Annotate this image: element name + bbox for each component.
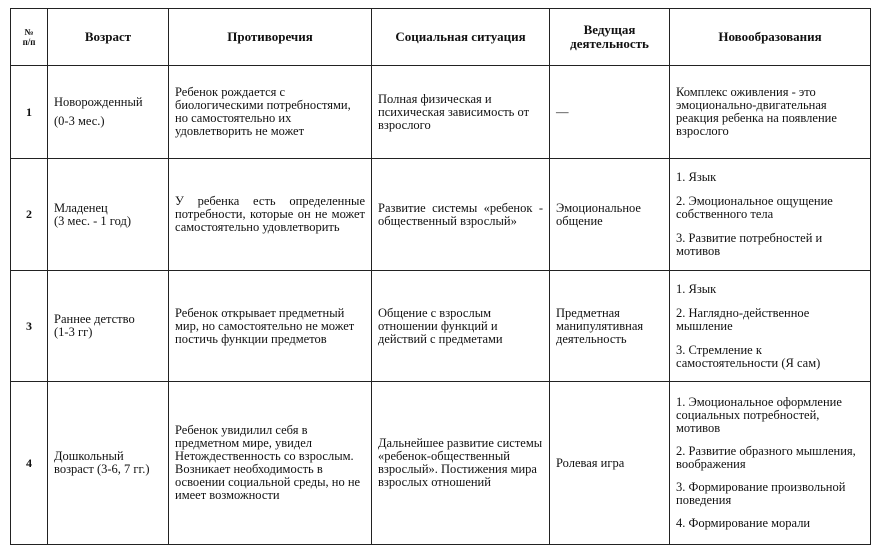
age-cell: Младенец (3 мес. - 1 год) xyxy=(48,159,169,271)
header-leading-activity: Ведущая деятельность xyxy=(550,9,670,66)
header-row xyxy=(11,9,871,66)
neoformations-cell xyxy=(670,382,871,545)
social-situation-cell: Дальнейшее развитие системы «ребенок-общественный взрослый». Постижения мира взрослых отношений xyxy=(372,382,550,545)
row-number: 1 xyxy=(11,66,48,159)
leading-activity-cell: Эмоциональное общение xyxy=(550,159,670,271)
age-cell: Раннее детство (1-3 гг) xyxy=(48,271,169,382)
neoformation-item: Комплекс оживления - это эмоционально-двигательная реакция ребенка на появление взрослого xyxy=(676,85,837,138)
neoformation-item: 3. Формирование произвольной поведения xyxy=(676,480,846,507)
neoformations-cell xyxy=(670,159,871,271)
neoformations-cell xyxy=(670,271,871,382)
neoformation-item: 1. Язык xyxy=(676,170,717,184)
neoformation-item: 1. Эмоциональное оформление социальных потребностей, мотивов xyxy=(676,395,842,435)
contradiction-cell: Ребенок открывает предметный мир, но самостоятельно не может постичь функции предметов xyxy=(169,271,372,382)
contradiction-cell: Ребенок рождается с биологическими потребностями, но самостоятельно их удовлетворить не может xyxy=(169,66,372,159)
table-row xyxy=(11,382,871,545)
contradiction-cell: Ребенок увидилил себя в предметном мире, увидел Нетождественность со взрослым. Возникает необходимость в освоении социальной среды, но не имеет возможности xyxy=(169,382,372,545)
leading-activity-cell: Ролевая игра xyxy=(550,382,670,545)
neoformation-item: 1. Язык xyxy=(676,281,717,296)
age-cell: Дошкольный возраст (3-6, 7 гг.) xyxy=(48,382,169,545)
neoformation-item: 3. Стремление к самостоятельности (Я сам) xyxy=(676,342,821,370)
neoformation-item: 4. Формирование морали xyxy=(676,516,811,530)
neoformation-item: 3. Развитие потребностей и мотивов xyxy=(676,231,823,258)
neoformation-item: 2. Развитие образного мышления, воображения xyxy=(676,444,856,471)
neoformations-cell xyxy=(670,66,871,159)
social-situation-cell: Общение с взрослым отношении функций и действий с предметами xyxy=(372,271,550,382)
neoformation-item: 2. Наглядно-действенное мышление xyxy=(676,305,810,333)
contradiction-cell: У ребенка есть определенные потребности, которые он не может самостоятельно удовлетворить xyxy=(169,159,372,271)
leading-activity-cell: Предметная манипулятивная деятельность xyxy=(550,271,670,382)
age-cell: Новорожденный (0-3 мес.) xyxy=(48,66,169,159)
table-row xyxy=(11,66,871,159)
row-number: 3 xyxy=(11,271,48,382)
table-row xyxy=(11,159,871,271)
social-situation-cell: Развитие системы «ребенок - общественный взрослый» xyxy=(372,159,550,271)
header-age: Возраст xyxy=(48,9,169,66)
row-number: 4 xyxy=(11,382,48,545)
header-neoformations: Новообразования xyxy=(670,9,871,66)
social-situation-cell: Полная физическая и психическая зависимость от взрослого xyxy=(372,66,550,159)
row-number: 2 xyxy=(11,159,48,271)
header-social-situation: Социальная ситуация xyxy=(372,9,550,66)
header-number: № п/п xyxy=(11,9,48,66)
header-contradictions: Противоречия xyxy=(169,9,372,66)
leading-activity-cell: — xyxy=(550,66,670,159)
development-table xyxy=(10,8,871,545)
table-row xyxy=(11,271,871,382)
neoformation-item: 2. Эмоциональное ощущение собственного тела xyxy=(676,194,833,221)
